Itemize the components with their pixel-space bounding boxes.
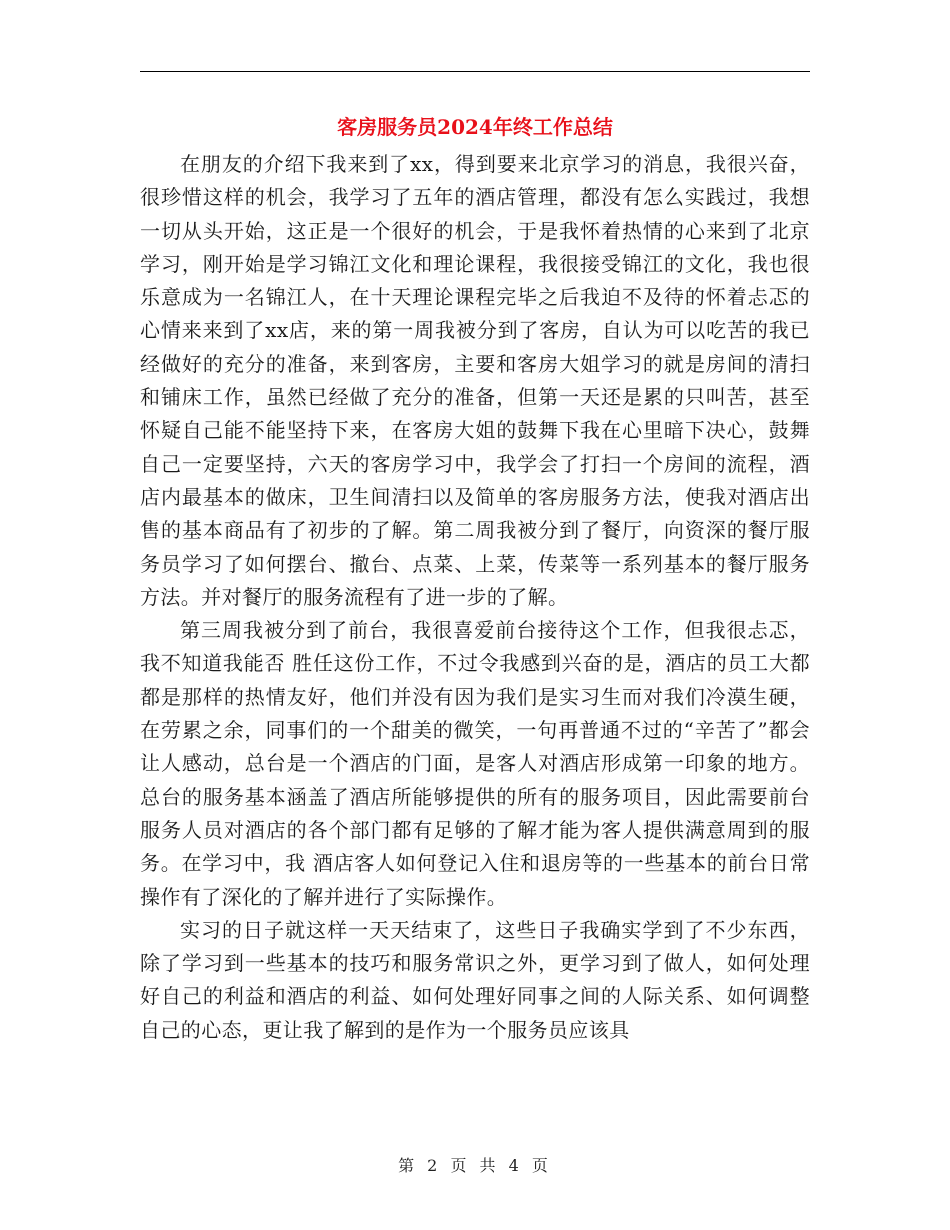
- header-rule: [140, 71, 810, 72]
- paragraph-2: 第三周我被分到了前台，我很喜爱前台接待这个工作，但我很忐忑，我不知道我能否 胜任这份工作，不过令我感到兴奋的是，酒店的员工大都都是那样的热情友好，他们并没有因为我们是实习生而对我们冷漠生硬，在劳累之余，同事们的一个甜美的微笑，一句再普通不过的“辛苦了”都会让人感动，总台是一个酒店的门面，是客人对酒店形成第一印象的地方。总台的服务基本涵盖了酒店所能够提供的所有的服务项目，因此需要前台服务人员对酒店的各个部门都有足够的了解才能为客人提供满意周到的服务。在学习中，我 酒店客人如何登记入住和退房等的一些基本的前台日常操作有了深化的了解并进行了实际操作。: [140, 618, 810, 909]
- paragraph-1: 在朋友的介绍下我来到了xx，得到要来北京学习的消息，我很兴奋，很珍惜这样的机会，我学习了五年的酒店管理，都没有怎么实践过，我想一切从头开始，这正是一个很好的机会，于是我怀着热情的心来到了北京学习，刚开始是学习锦江文化和理论课程，我很接受锦江的文化，我也很乐意成为一名锦江人，在十天理论课程完毕之后我迫不及待的怀着忐忑的心情来来到了xx店，来的第一周我被分到了客房，自认为可以吃苦的我已经做好的充分的准备，来到客房，主要和客房大姐学习的就是房间的清扫和铺床工作，虽然已经做了充分的准备，但第一天还是累的只叫苦，甚至怀疑自己能不能坚持下来，在客房大姐的鼓舞下我在心里暗下决心，鼓舞自己一定要坚持，六天的客房学习中，我学会了打扫一个房间的流程，酒店内最基本的做床，卫生间清扫以及简单的客房服务方法，使我对酒店出售的基本商品有了初步的了解。第二周我被分到了餐厅，向资深的餐厅服务员学习了如何摆台、撤台、点菜、上菜，传菜等一系列基本的餐厅服务方法。并对餐厅的服务流程有了进一步的了解。: [140, 152, 810, 609]
- paragraph-3: 实习的日子就这样一天天结束了，这些日子我确实学到了不少东西，除了学习到一些基本的技巧和服务常识之外，更学习到了做人，如何处理好自己的利益和酒店的利益、如何处理好同事之间的人际关系、如何调整自己的心态，更让我了解到的是作为一个服务员应该具: [140, 917, 810, 1042]
- page-footer: 第 2 页 共 4 页: [398, 1156, 552, 1175]
- document-title: 客房服务员2024年终工作总结: [337, 115, 613, 139]
- document-body: [140, 148, 810, 1047]
